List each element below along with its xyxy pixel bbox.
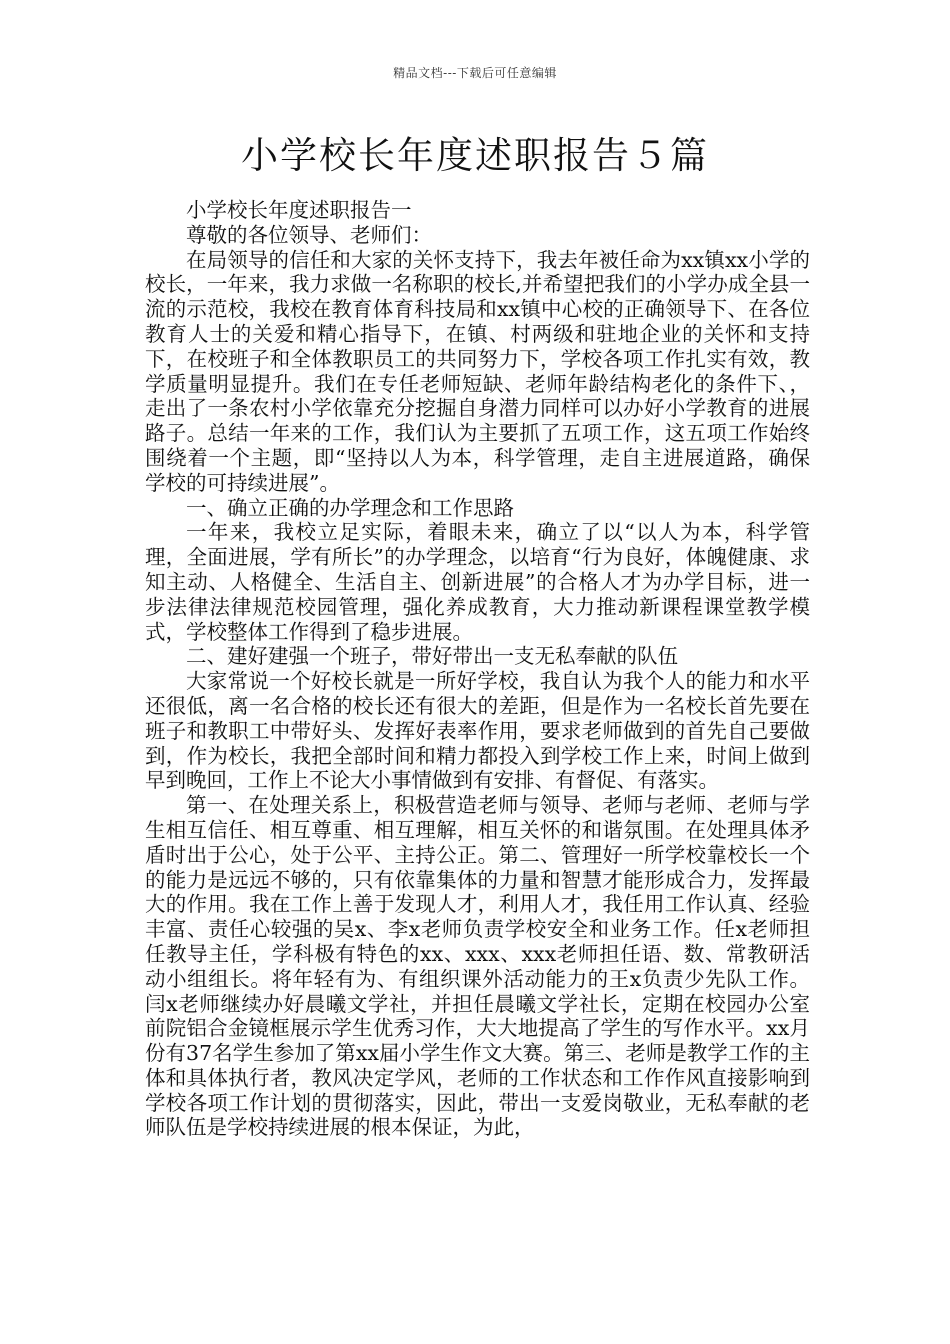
paragraph-intro: 在局领导的信任和大家的关怀支持下，我去年被任命为xx镇xx小学的校长，一年来，我力求做一名称职的校长,并希望把我们的小学办成全县一流的示范校，我校在教育体育科技局和xx镇中心校的正确领导下、在各位教育人士的关爱和精心指导下，在镇、村两级和驻地企业的关怀和支持下，在校班子和全体教职员工的共同努力下，学校各项工作扎实有效，教学质量明显提升。我们在专任老师短缺、老师年龄结构老化的条件下、，走出了一条农村小学依靠充分挖掘自身潜力同样可以办好小学教育的进展路子。总结一年来的工作，我们认为主要抓了五项工作，这五项工作始终围绕着一个主题，即“坚持以人为本，科学管理，走自主进展道路，确保学校的可持续进展”。 (145, 247, 810, 495)
header-note: 精品文档---下载后可任意编辑 (393, 66, 557, 80)
section-heading-2: 二、建好建强一个班子，带好带出一支无私奉献的队伍 (186, 644, 678, 669)
paragraph-section-1: 一年来，我校立足实际，着眼未来，确立了以“以人为本，科学管理，全面进展，学有所长”的办学理念，以培育“行为良好，体魄健康、求知主动、人格健全、生活自主、创新进展”的合格人才为办学目标，进一步法律法律规范校园管理，强化养成教育，大力推动新课程课堂教学模式，学校整体工作得到了稳步进展。 (145, 520, 810, 644)
paragraph-section-2-detail: 第一、在处理关系上，积极营造老师与领导、老师与老师、老师与学生相互信任、相互尊重、相互理解，相互关怀的和谐氛围。在处理具体矛盾时出于公心，处于公平、主持公正。第二、管理好一所学校靠校长一个的能力是远远不够的，只有依靠集体的力量和智慧才能形成合力，发挥最大的作用。我在工作上善于发现人才，利用人才，我任用工作认真、经验丰富、责任心较强的吴x、李x老师负责学校安全和业务工作。任x老师担任教导主任，学科极有特色的xx、xxx、xxx老师担任语、数、常教研活动小组组长。将年轻有为、有组织课外活动能力的王x负责少先队工作。闫x老师继续办好晨曦文学社，并担任晨曦文学社长，定期在校园办公室前院铝合金镜框展示学生优秀习作，大大地提高了学生的写作水平。xx月份有37名学生参加了第xx届小学生作文大赛。第三、老师是教学工作的主体和具体执行者，教风决定学风，老师的工作状态和工作作风直接影响到学校各项工作计划的贯彻落实，因此，带出一支爱岗敬业，无私奉献的老师队伍是学校持续进展的根本保证，为此， (145, 793, 810, 1140)
section-heading-1: 一、确立正确的办学理念和工作思路 (186, 495, 514, 520)
document-body (145, 198, 810, 1140)
document-title: 小学校长年度述职报告５篇 (241, 134, 709, 177)
paragraph-salutation: 尊敬的各位领导、老师们： (186, 222, 432, 247)
paragraph-report-heading: 小学校长年度述职报告一 (186, 198, 412, 222)
paragraph-section-2: 大家常说一个好校长就是一所好学校，我自认为我个人的能力和水平还很低，离一名合格的校长还有很大的差距，但是作为一名校长首先要在班子和教职工中带好头、发挥好表率作用，要求老师做到的首先自己要做到，作为校长，我把全部时间和精力都投入到学校工作上来，时间上做到早到晚回，工作上不论大小事情做到有安排、有督促、有落实。 (145, 669, 810, 793)
